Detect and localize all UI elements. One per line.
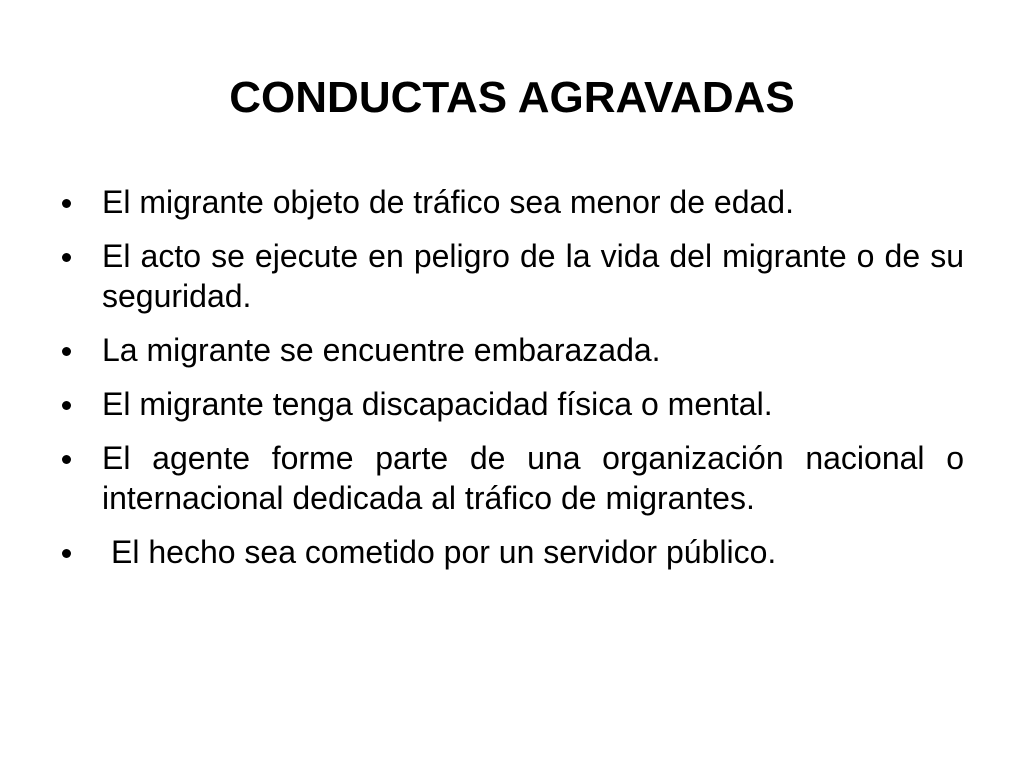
slide-title: CONDUCTAS AGRAVADAS (229, 73, 795, 122)
bullet-text: El agente forme parte de una organización nacional o internacional dedicada al tráfico de migrantes. (102, 440, 964, 516)
list-item (56, 438, 964, 518)
list-item (56, 182, 964, 222)
bullet-icon (62, 199, 71, 208)
bullet-text: El acto se ejecute en peligro de la vida del migrante o de su seguridad. (102, 238, 964, 314)
list-item (56, 236, 964, 316)
list-item (56, 384, 964, 424)
bullet-text: La migrante se encuentre embarazada. (102, 332, 661, 368)
bullet-text: El hecho sea cometido por un servidor público. (111, 534, 777, 570)
bullet-icon (62, 401, 71, 410)
list-item (56, 532, 964, 572)
bullet-list (56, 182, 964, 586)
bullet-icon (62, 347, 71, 356)
bullet-text: El migrante tenga discapacidad física o mental. (102, 386, 773, 422)
list-item (56, 330, 964, 370)
bullet-icon (62, 253, 71, 262)
bullet-icon (62, 549, 71, 558)
bullet-icon (62, 455, 71, 464)
bullet-text: El migrante objeto de tráfico sea menor de edad. (102, 184, 794, 220)
